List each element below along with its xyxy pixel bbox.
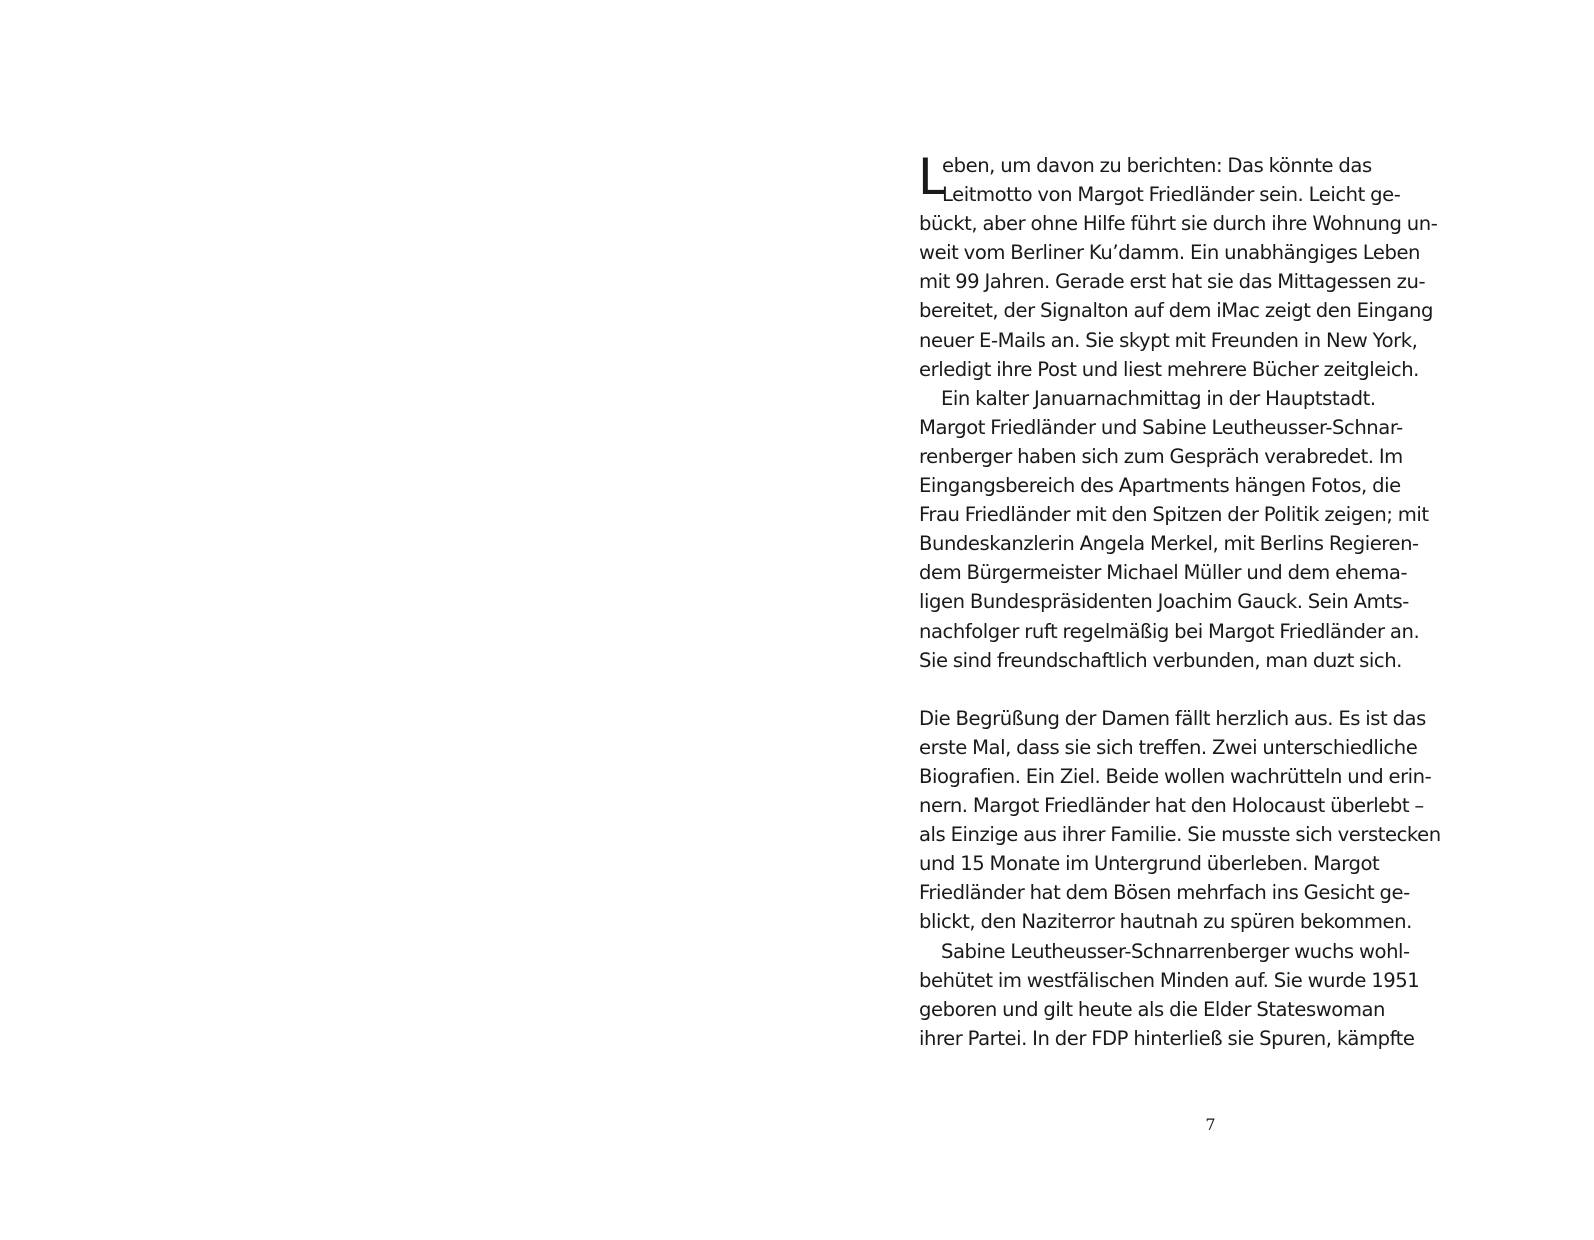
- text-line: erledigt ihre Post und liest mehrere Bücher zeitgleich.: [919, 357, 1419, 381]
- text-line: nachfolger ruft regelmäßig bei Margot Friedländer an.: [919, 619, 1420, 643]
- text-line: erste Mal, dass sie sich treffen. Zwei unterschiedliche: [919, 735, 1418, 759]
- text-line: bückt, aber ohne Hilfe führt sie durch ihre Wohnung un-: [919, 212, 1438, 236]
- text-line-content: eben, um davon zu berichten: Das könnte das: [942, 154, 1372, 177]
- text-line: mit 99 Jahren. Gerade erst hat sie das Mittagessen zu-: [919, 270, 1426, 294]
- text-line: dem Bürgermeister Michael Müller und dem ehema-: [919, 561, 1408, 585]
- page-number: 7: [1205, 1115, 1216, 1134]
- text-line: nern. Margot Friedländer hat den Holocaust überlebt –: [919, 794, 1424, 818]
- text-line: blickt, den Naziterror hautnah zu spüren bekommen.: [919, 910, 1412, 934]
- text-line: Ein kalter Januarnachmittag in der Hauptstadt.: [941, 386, 1376, 410]
- text-line: Sie sind freundschaftlich verbunden, man duzt sich.: [919, 648, 1402, 672]
- text-line: ligen Bundespräsidenten Joachim Gauck. Sein Amts-: [919, 590, 1409, 614]
- text-line: bereitet, der Signalton auf dem iMac zeigt den Eingang: [919, 299, 1434, 323]
- text-line: renberger haben sich zum Gespräch verabredet. Im: [919, 444, 1403, 468]
- text-line: Friedländer hat dem Bösen mehrfach ins Gesicht ge-: [919, 881, 1410, 905]
- text-line: Margot Friedländer und Sabine Leutheusser-Schnar-: [919, 415, 1403, 439]
- text-line: Eingangsbereich des Apartments hängen Fotos, die: [919, 474, 1401, 498]
- text-line: Bundeskanzlerin Angela Merkel, mit Berlins Regieren-: [919, 532, 1419, 556]
- drop-cap: L: [918, 148, 946, 206]
- text-line: geboren und gilt heute als die Elder Stateswoman: [919, 997, 1385, 1021]
- text-line: Biografien. Ein Ziel. Beide wollen wachrütteln und erin-: [919, 764, 1432, 788]
- text-line: als Einzige aus ihrer Familie. Sie musste sich verstecken: [919, 823, 1441, 847]
- text-line: ihrer Partei. In der FDP hinterließ sie Spuren, kämpfte: [919, 1026, 1415, 1050]
- text-line: weit vom Berliner Ku’damm. Ein unabhängiges Leben: [919, 241, 1421, 265]
- paragraph-gap: [919, 675, 1464, 704]
- text-line: Die Begrüßung der Damen fällt herzlich aus. Es ist das: [919, 706, 1426, 730]
- text-line: Frau Friedländer mit den Spitzen der Politik zeigen; mit: [919, 503, 1429, 527]
- text-line: und 15 Monate im Untergrund überleben. Margot: [919, 852, 1380, 876]
- body-text: [918, 148, 1464, 1053]
- right-page: [797, 0, 1594, 1240]
- text-line: neuer E-Mails an. Sie skypt mit Freunden in New York,: [919, 328, 1418, 352]
- text-line: behütet im westfälischen Minden auf. Sie wurde 1951: [919, 968, 1420, 992]
- text-line: Leitmotto von Margot Friedländer sein. Leicht ge-: [942, 183, 1401, 207]
- text-line: Sabine Leutheusser-Schnarrenberger wuchs wohl-: [941, 939, 1410, 963]
